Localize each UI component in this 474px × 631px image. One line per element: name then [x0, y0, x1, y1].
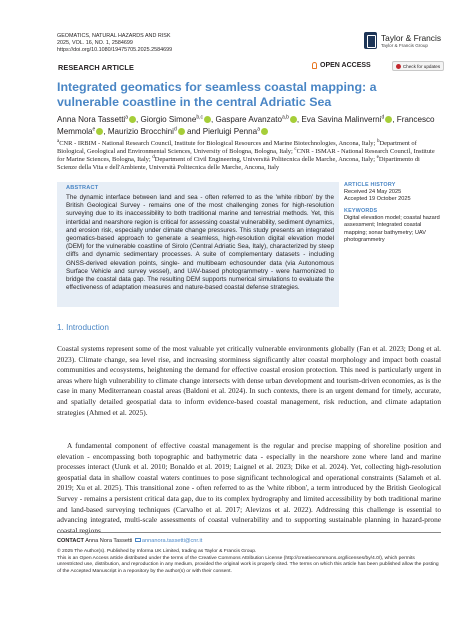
- contact-label: CONTACT: [57, 538, 84, 544]
- author-sup: b,c: [196, 114, 203, 121]
- affiliation: Dipartimento di Scienze della Vita e dell'Ambiente, Università Politecnica delle Marche, Ancona, Italy: [57, 156, 420, 172]
- author-sup: d: [173, 126, 177, 133]
- section-heading: 1. Introduction: [57, 323, 109, 332]
- author-list: Anna Nora Tassetti$^a$ , Giorgio Simone$^{b,c}$ , Gaspare Avanzato$^{a,b}$ , Eva Savina Malinverni$^d$ , Francesco Memmola$^e$ , Maurizio Brocchini$^d$ and Pierluigi Penna$^a$: [57, 114, 435, 136]
- author-sup: a: [125, 114, 129, 121]
- paragraph: Coastal systems represent some of the most valuable yet critically vulnerable environments globally (Fan et al. 2023; Dong et al. 2023). Climate change, sea level rise, and increasing storminess significantly alter coastal morphology and impact both coastal communities and ecosystems, heightening the demand for effective coastal erosion protection. This need is particularly urgent in areas where high vulnerability to climate change intersects with dense urban development and tourism-driven economies, as is the case in many Mediterranean coastal areas (Baldoni et al. 2024). In such contexts, there is an urgent demand for timely, accurate, and spatially detailed geospatial data to inform evidence-based coastal management, risk reduction, and climate adaptation strategies (Ahmed et al. 2025).: [57, 344, 441, 417]
- affil-sup: c: [294, 146, 297, 152]
- open-lock-icon: [312, 62, 317, 69]
- author-name[interactable]: Gaspare Avanzato: [215, 115, 282, 124]
- footer-divider: [57, 532, 441, 533]
- license-text: This is an Open Access article distributed under the terms of the Creative Commons Attribution License (http://creativecommons.org/licenses/by/4.0/), which permits unrestricted use, distribution, and reproduction in any medium, provided the original work is properly cited. The terms on which this article has been published allow the posting of the Accepted Manuscript in a repository by the author(s) or with their consent.: [57, 556, 439, 574]
- article-title: Integrated geomatics for seamless coastal mapping: a vulnerable coastline in the central Adriatic Sea: [57, 80, 377, 109]
- journal-name: GEOMATICS, NATURAL HAZARDS AND RISK: [57, 33, 171, 39]
- author-name[interactable]: Anna Nora Tassetti: [57, 115, 126, 124]
- received-date: Received 24 May 2025: [344, 189, 402, 196]
- publisher-name: Taylor & Francis: [381, 33, 442, 43]
- abstract-heading: ABSTRACT: [66, 185, 99, 191]
- journal-header: [57, 33, 172, 55]
- author-name[interactable]: Pierluigi Penna: [202, 127, 258, 136]
- author-sup: e: [92, 126, 96, 133]
- accepted-date: Accepted 19 October 2025: [344, 196, 411, 203]
- orcid-icon[interactable]: [129, 116, 136, 123]
- affiliations: [57, 140, 439, 172]
- orcid-icon[interactable]: [204, 116, 211, 123]
- orcid-icon[interactable]: [96, 128, 103, 135]
- orcid-icon[interactable]: [261, 128, 268, 135]
- author-sup: a: [257, 126, 260, 133]
- author-sup: a,b: [281, 114, 289, 121]
- author-name[interactable]: Giorgio Simone: [140, 115, 197, 124]
- email-icon: [135, 538, 141, 542]
- author-name[interactable]: Maurizio Brocchini: [107, 127, 174, 136]
- article-sidebar: [344, 182, 442, 244]
- author-name[interactable]: Francesco Memmola: [57, 115, 435, 136]
- keywords-text: Digital elevation model; coastal hazard assessment; Integrated coastal mapping; sonar bathymetry; UAV photogrammetry: [344, 215, 440, 243]
- contact-name: Anna Nora Tassetti: [85, 538, 133, 544]
- article-type: RESEARCH ARTICLE: [58, 63, 134, 72]
- publisher-logo[interactable]: [364, 32, 444, 54]
- affil-sup: a: [57, 138, 60, 144]
- affiliation: CNR - IRBIM - National Research Council, Institute for Biological Resources and Marine Biotechnologies, Ancona, Italy;: [59, 140, 376, 147]
- author-name[interactable]: Eva Savina Malinverni: [301, 115, 382, 124]
- affiliation: CNR - ISMAR - National Research Council, Institute for Marine Sciences, Bologna, Italy;: [57, 148, 435, 164]
- publisher-group: Taylor & Francis Group: [381, 43, 428, 48]
- check-updates-button[interactable]: [392, 61, 444, 71]
- crossmark-icon: [396, 64, 401, 69]
- affil-sup: b: [376, 138, 380, 144]
- contact-email[interactable]: annanora.tassetti@cnr.it: [141, 538, 203, 544]
- author-sup: d: [381, 114, 385, 121]
- open-access-badge: [312, 62, 371, 69]
- paragraph: A fundamental component of effective coastal management is the regular and precise mapping of shoreline position and elevation - encompassing both topographic and bathymetric data - especially in the nearshore zone where land and marine processes interact (Uunk et al. 2010; Bonaldo et al. 2019; Laignel et al. 2023; Dike et al. 2024). Yet, collecting high-resolution geospatial data in shallow coastal waters continues to pose significant technological and operational constraints (Salameh et al. 2019; Xu et al. 2025). This transitional zone - often referred to as the 'white ribbon', a term introduced by the British Geological Survey - remains a persistent critical data gap, due to its complex hydrography and limited accessibility by both traditional marine and land-based surveying techniques (Carvalho et al. 2017; Alevizos et al. 2022). Addressing this challenge is essential to advancing integrated, multi-scale assessments of coastal vulnerability and to supporting sustainable planning in hazard-prone coastal regions.: [57, 441, 441, 535]
- affiliation: Department of Biological, Geological and Environmental Sciences, University of Bologna, Bologna, Italy;: [57, 140, 417, 156]
- affiliation: Department of Civil Engineering, Università Politecnica delle Marche, Ancona, Italy;: [154, 156, 376, 164]
- book-icon: [364, 32, 377, 49]
- affil-sup: e: [376, 155, 379, 161]
- orcid-icon[interactable]: [290, 116, 297, 123]
- contact-line: [57, 538, 441, 544]
- abstract-text: The dynamic interface between land and sea - often referred to as the 'white ribbon' by the British Geological Survey - remains one of the most challenging zones for high-resolution surveying due to its inaccessibility to both traditional marine and terrestrial methods. Yet, this intertidal and nearshore region is critical for assessing coastal vulnerability, sediment dynamics, and erosion risk, especially under climate change pressures. This study presents an integrated geomatics-based approach to generate a seamless, high-resolution digital elevation model (DEM) for the vulnerable coastline of Sirolo (Central Adriatic Sea, Italy), characterized by steep cliffs and dynamic sedimentary processes. A suite of complementary datasets - including GNSS-derived elevation points, single- and multibeam echosounder data (via Autonomous Surface Vehicle and survey vessel), and UAV-based photogrammetry - were harmonized to bridge the coastal data gap. The resulting DEM supports numerical simulations to evaluate the effectiveness of adaptation measures and nature-based coastal defense strategies.: [66, 194, 334, 292]
- orcid-icon[interactable]: [385, 116, 392, 123]
- check-updates-label: Check for updates: [402, 63, 441, 69]
- journal-issue: 2025, VOL. 16, NO. 1, 2584699: [57, 40, 133, 47]
- orcid-icon[interactable]: [178, 128, 185, 135]
- affil-sup: d: [152, 155, 155, 161]
- copyright: © 2025 The Author(s). Published by Informa UK Limited, trading as Taylor & Francis Group.: [57, 549, 257, 554]
- doi-link[interactable]: https://doi.org/10.1080/19475705.2025.2584699: [57, 47, 173, 54]
- open-access-label: OPEN ACCESS: [320, 62, 371, 69]
- history-heading: ARTICLE HISTORY: [344, 182, 396, 188]
- keywords-heading: KEYWORDS: [344, 208, 378, 215]
